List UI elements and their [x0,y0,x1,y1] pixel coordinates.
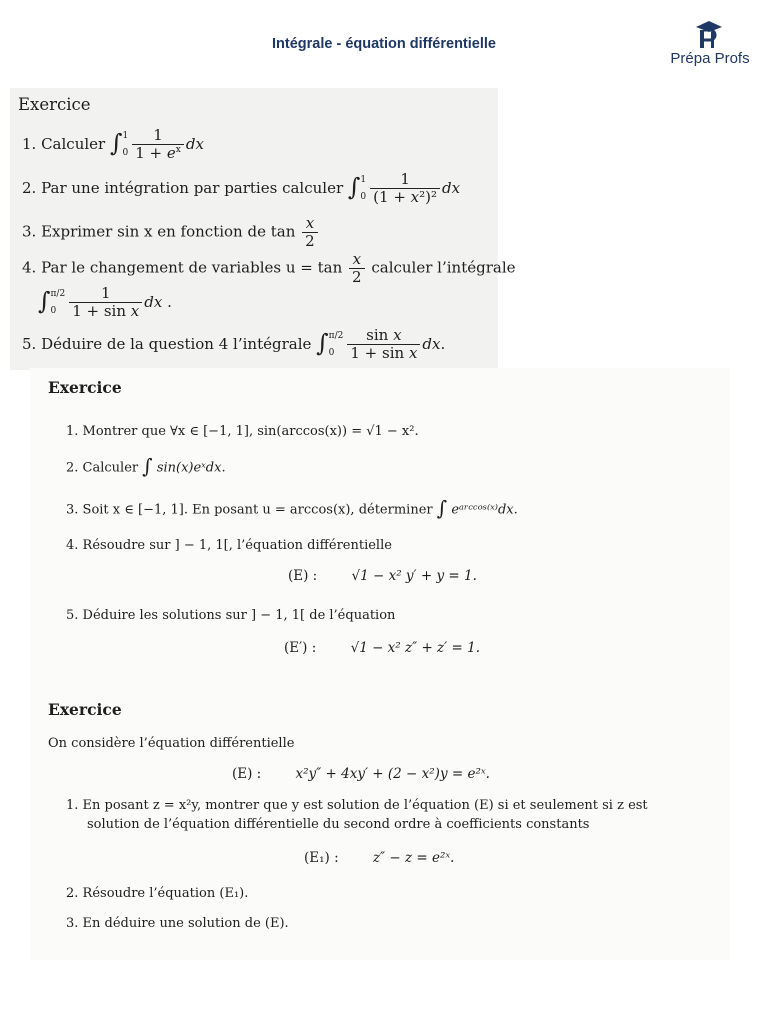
equation-body: √1 − x² z″ + z′ = 1. [350,640,480,656]
equation-body: √1 − x² y′ + y = 1. [351,568,477,584]
question-text: 2. Calculer [66,460,139,476]
question-1: 1. Montrer que ∀x ∈ [−1, 1], sin(arccos(x)) = √1 − x². [66,424,419,439]
question-text: 4. Par le changement de variables u = tan [22,258,343,277]
question-text: 1. Calculer [22,135,106,154]
question-text-suffix: calculer l’intégrale [371,258,516,277]
question-3: 3. Soit x ∈ [−1, 1]. En posant u = arccos(x), déterminer ∫ eᵃʳᶜᶜᵒˢ⁽ˣ⁾dx. [66,496,518,520]
question-text: 3. Exprimer sin x en fonction de tan [22,222,296,241]
question-expression: eᵃʳᶜᶜᵒˢ⁽ˣ⁾dx. [451,502,518,518]
equation-label: (E′) : [284,640,317,656]
question-4-integral: ∫ π/2 0 $\frac{1}{\text{1 + sin x}}$ dx . [38,284,172,321]
intro-text: On considère l’équation différentielle [48,736,295,751]
question-1-line-2: solution de l’équation différentielle du second ordre à coefficients constants [87,817,590,832]
question-text: 3. Soit x ∈ [−1, 1]. En posant u = arccos(x), déterminer [66,502,433,518]
equation-E [232,766,490,782]
graduation-cap-icon [694,20,724,50]
equation-E1 [304,850,454,866]
question-5: 5. Déduire les solutions sur ] − 1, 1[ de l’équation [66,608,396,623]
equation-body: x²y″ + 4xy′ + (2 − x²)y = e²ˣ. [295,766,490,782]
logo-text: Prépa Profs [670,50,750,67]
brand-logo [664,18,756,74]
equation-E-prime [284,640,480,656]
question-4: 4. Résoudre sur ] − 1, 1[, l’équation différentielle [66,538,392,553]
question-5: 5. Déduire de la question 4 l’intégrale ∫ π/2 0 $\frac{\text{sin x}}{\text{1 + sin x}}$ dx. [22,326,446,363]
question-1-line-1: 1. En posant z = x²y, montrer que y est solution de l’équation (E) si et seulement si z est [66,798,648,813]
question-2: 2. Calculer ∫ sin(x)eˣdx. [66,454,226,478]
equation-body: z″ − z = e²ˣ. [372,850,455,866]
exercise-heading: Exercice [48,700,122,719]
question-4: 4. Par le changement de variables u = tan $\frac{x}{2}$ calculer l’intégrale [22,250,516,286]
equation-label: (E) : [288,568,318,584]
question-text: 2. Par une intégration par parties calculer [22,179,344,198]
question-text: 5. Déduire de la question 4 l’intégrale [22,335,312,354]
equation-E [288,568,477,584]
question-3: 3. Exprimer sin x en fonction de tan $\frac{x}{2}$ [22,216,320,249]
question-expression: sin(x)eˣdx. [156,460,226,476]
question-2: 2. Résoudre l’équation (E₁). [66,886,249,901]
equation-label: (E) : [232,766,262,782]
document-title: Intégrale - équation différentielle [272,36,496,52]
exercise-heading: Exercice [48,378,122,397]
question-2: 2. Par une intégration par parties calculer ∫ 1 0 $\frac{1}{\text{(1 + x²)²}}$ dx [22,170,461,207]
question-3: 3. En déduire une solution de (E). [66,916,289,931]
question-1: 1. Calculer ∫ 1 0 $\frac{1}{1 + e^x}$ dx [22,126,204,163]
equation-label: (E₁) : [304,850,339,866]
exercise-heading: Exercice [18,95,91,114]
